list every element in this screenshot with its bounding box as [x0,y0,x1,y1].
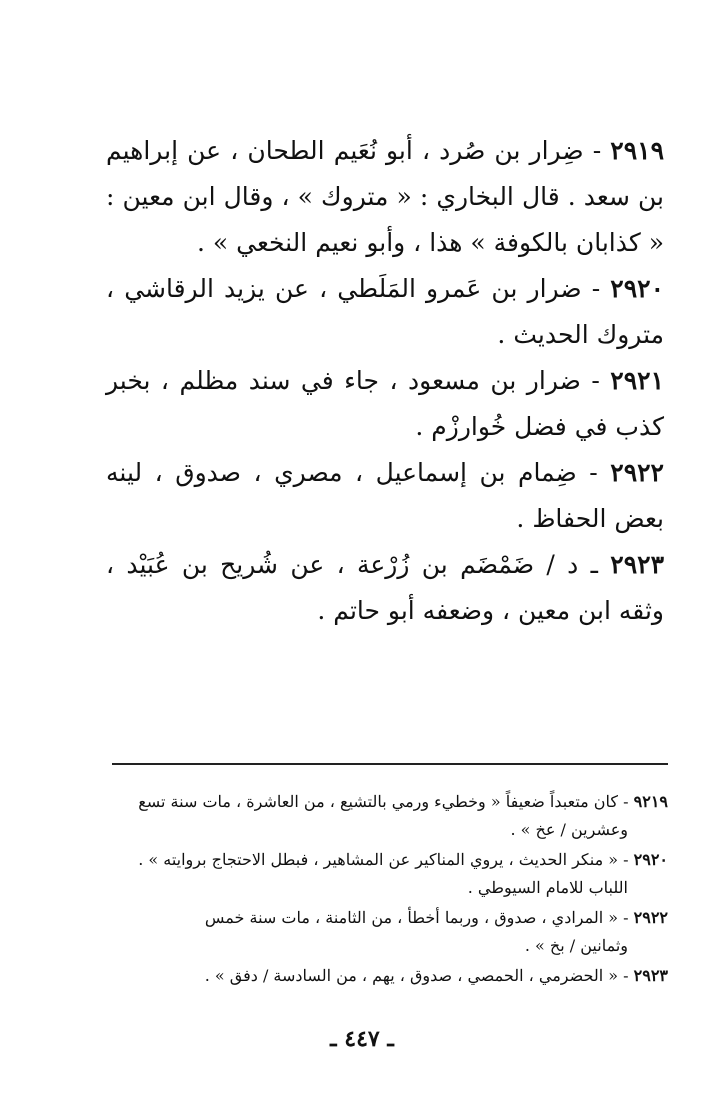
entry-text: - ضرار بن عَمرو المَلَطي ، عن يزيد الرقاشي ، متروك الحديث . [106,274,664,349]
footnote-divider [112,763,668,765]
footnote-text: - « المرادي ، صدوق ، وربما أخطأ ، من الثامنة ، مات سنة خمس [204,908,629,927]
entry-text: - ضِرار بن صُرد ، أبو نُعَيم الطحان ، عن إبراهيم بن سعد . قال البخاري : « متروك » ، وقال ابن معين : « كذابان بالكوفة » هذا ، وأبو نعيم النخعي » . [106,136,664,257]
entry-number: ٢٩٢٢ [610,458,664,487]
footnote-continuation: وعشرين / عخ » . [510,820,628,839]
entry-2920 [106,266,664,358]
footnote-number: ٢٩٢٣ [633,966,668,985]
footnote-text: - « منكر الحديث ، يروي المناكير عن المشاهير ، فبطل الاحتجاج بروايته » . [138,850,629,869]
footnote-number: ٢٩٢٢ [633,908,668,927]
entry-number: ٢٩٢٠ [610,274,665,303]
entry-2923 [106,542,664,634]
footnote-2923 [124,962,668,990]
entry-number: ٢٩١٩ [610,136,664,165]
main-text [106,128,664,634]
footnotes [124,788,668,992]
footnote-number: ٢٩٢٠ [633,850,668,869]
entry-text: ـ د / ضَمْضَم بن زُرْعة ، عن شُريح بن عُبَيْد ، وثقه ابن معين ، وضعفه أبو حاتم . [106,550,664,625]
entry-2921 [106,358,664,450]
entry-text: - ضِمام بن إسماعيل ، مصري ، صدوق ، لينه بعض الحفاظ . [106,458,664,533]
footnote-2920 [124,846,668,902]
entry-2919 [106,128,664,266]
footnote-text: - كان متعبداً ضعيفاً « وخطيء ورمي بالتشيع ، من العاشرة ، مات سنة تسع [138,792,629,811]
entry-number: ٢٩٢١ [610,366,665,395]
entry-number: ٢٩٢٣ [610,550,664,579]
entry-2922 [106,450,664,542]
page-number: ـ ٤٤٧ ـ [330,1026,394,1052]
footnote-continuation: اللباب للامام السيوطي . [467,878,628,897]
entry-text: - ضرار بن مسعود ، جاء في سند مظلم ، بخبر كذب في فضل خُوارزْم . [106,366,664,441]
footnote-continuation: وثمانين / بخ » . [524,936,628,955]
footnote-text: - « الحضرمي ، الحمصي ، صدوق ، يهم ، من السادسة / دفق » . [204,966,629,985]
footnote-9219 [124,788,668,844]
footnote-number: ٩٢١٩ [633,792,668,811]
footnote-2922 [124,904,668,960]
